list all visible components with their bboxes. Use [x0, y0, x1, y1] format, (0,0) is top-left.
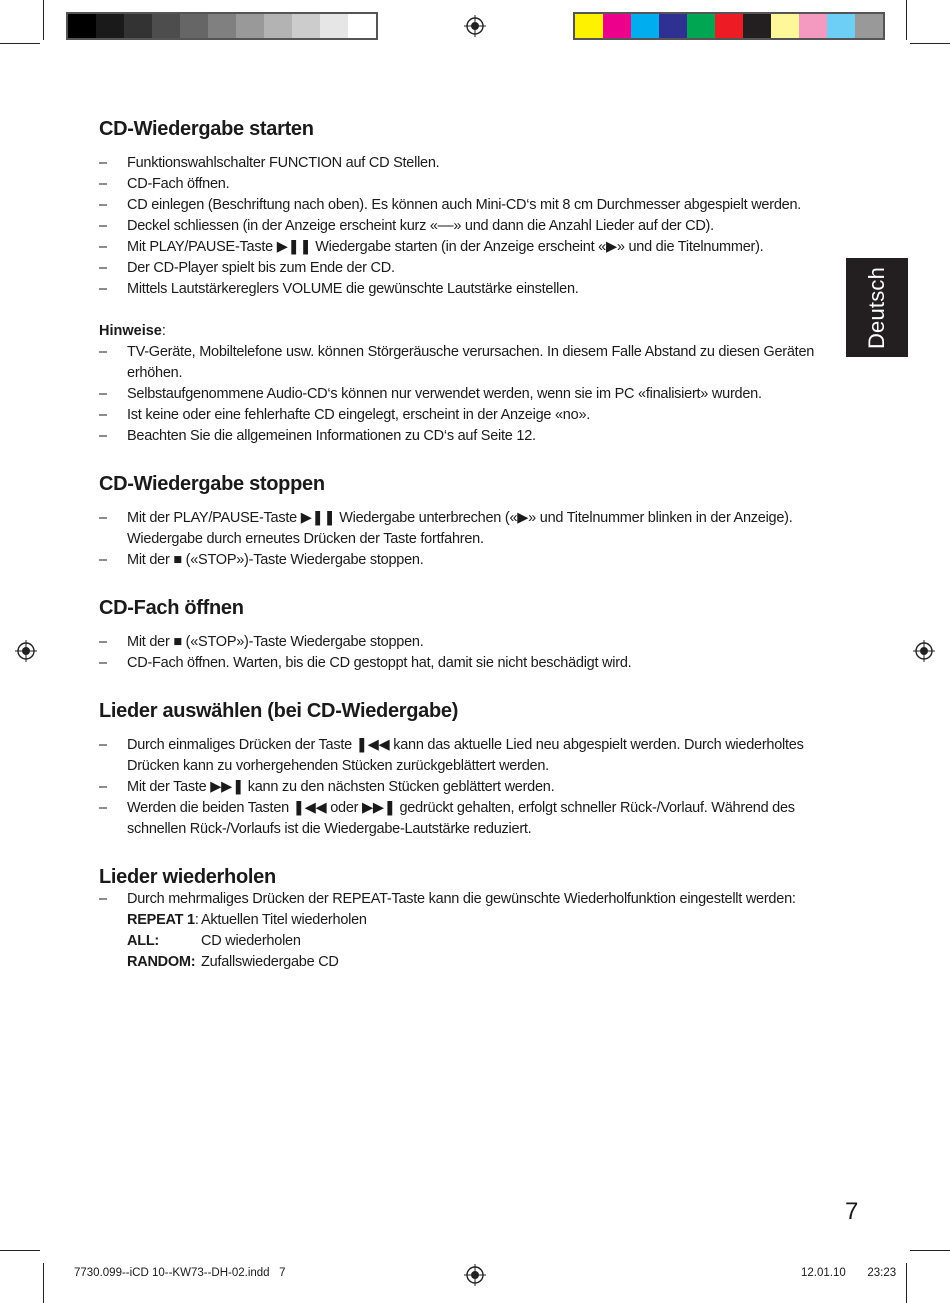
- color-swatch: [631, 14, 659, 38]
- section-heading: Lieder wiederholen: [99, 866, 276, 888]
- list-item: – Durch mehrmaliges Drücken der REPEAT-Taste kann die gewünschte Wiederholfunktion eingestellt werden:: [99, 889, 829, 910]
- repeat-mode-key: RANDOM:: [127, 954, 196, 970]
- color-swatch: [827, 14, 855, 38]
- crop-mark: [0, 43, 40, 44]
- color-swatch: [292, 14, 320, 38]
- instruction-list: [99, 153, 829, 300]
- list-item: – Der CD-Player spielt bis zum Ende der CD.: [99, 258, 829, 279]
- registration-mark-icon: [464, 15, 486, 37]
- repeat-mode-value: CD wiederholen: [201, 933, 301, 949]
- list-item: – Ist keine oder eine fehlerhafte CD eingelegt, erscheint in der Anzeige «no».: [99, 405, 829, 426]
- note-title: Hinweise:: [99, 323, 166, 339]
- language-tab-label: Deutsch: [864, 266, 890, 349]
- list-item: – Mittels Lautstärkereglers VOLUME die gewünschte Lautstärke einstellen.: [99, 279, 829, 300]
- list-item: – Funktionswahlschalter FUNCTION auf CD Stellen.: [99, 153, 829, 174]
- section-heading: CD-Wiedergabe stoppen: [99, 473, 325, 495]
- crop-mark: [910, 43, 950, 44]
- color-swatch: [68, 14, 96, 38]
- color-swatch: [771, 14, 799, 38]
- list-item: – Deckel schliessen (in der Anzeige erscheint kurz «––» und dann die Anzahl Lieder auf der CD).: [99, 216, 829, 237]
- instruction-list: [99, 632, 829, 674]
- color-swatch: [687, 14, 715, 38]
- crop-mark: [0, 1250, 40, 1251]
- gray-color-bar: [66, 12, 378, 40]
- page-number: 7: [845, 1198, 859, 1225]
- color-swatch: [855, 14, 883, 38]
- repeat-mode-row: [127, 931, 829, 952]
- instruction-list: [99, 508, 829, 571]
- repeat-mode-row: [127, 952, 829, 973]
- list-item: – Mit der PLAY/PAUSE-Taste ▶❚❚ Wiedergabe unterbrechen («▶» und Titelnummer blinken in der Anzeige). Wiedergabe durch erneutes Drücken der Taste fortfahren.: [99, 508, 829, 550]
- color-swatch: [96, 14, 124, 38]
- section-heading: CD-Fach öffnen: [99, 597, 244, 619]
- color-swatch: [152, 14, 180, 38]
- color-swatch: [659, 14, 687, 38]
- footer-file-info: 7730.099--iCD 10--KW73--DH-02.indd 7: [74, 1267, 286, 1279]
- list-item: – Werden die beiden Tasten ❚◀◀ oder ▶▶❚ gedrückt gehalten, erfolgt schneller Rück-/Vorlauf. Während des schnellen Rück-/Vorlaufs ist die Wiedergabe-Lautstärke reduziert.: [99, 798, 829, 840]
- color-swatch: [575, 14, 603, 38]
- registration-mark-icon: [464, 1264, 486, 1286]
- repeat-mode-key: REPEAT 1:: [127, 912, 199, 928]
- list-item: – Mit der ■ («STOP»)-Taste Wiedergabe stoppen.: [99, 632, 829, 653]
- cmyk-color-bar: [573, 12, 885, 40]
- crop-mark: [906, 1263, 907, 1303]
- list-item: – CD einlegen (Beschriftung nach oben). Es können auch Mini-CD‘s mit 8 cm Durchmesser abgespielt werden.: [99, 195, 829, 216]
- registration-mark-icon: [913, 640, 935, 662]
- repeat-mode-value: Aktuellen Titel wiederholen: [201, 912, 367, 928]
- list-item: – Selbstaufgenommene Audio-CD‘s können nur verwendet werden, wenn sie im PC «finalisiert» wurden.: [99, 384, 829, 405]
- registration-mark-icon: [15, 640, 37, 662]
- crop-mark: [43, 0, 44, 40]
- repeat-mode-value: Zufallswiedergabe CD: [201, 954, 339, 970]
- crop-mark: [906, 0, 907, 40]
- repeat-mode-table: [127, 910, 829, 973]
- footer-date-time: 12.01.10 23:23: [801, 1267, 897, 1279]
- instruction-list: [99, 735, 829, 840]
- color-swatch: [603, 14, 631, 38]
- color-swatch: [799, 14, 827, 38]
- color-swatch: [236, 14, 264, 38]
- list-item: – Durch einmaliges Drücken der Taste ❚◀◀ kann das aktuelle Lied neu abgespielt werden. Durch wiederholtes Drücken kann zu vorhergehenden Stücken zurückgeblättert werden.: [99, 735, 829, 777]
- list-item: – Mit der Taste ▶▶❚ kann zu den nächsten Stücken geblättert werden.: [99, 777, 829, 798]
- color-swatch: [264, 14, 292, 38]
- list-item: – CD-Fach öffnen. Warten, bis die CD gestoppt hat, damit sie nicht beschädigt wird.: [99, 653, 829, 674]
- list-item: – Mit PLAY/PAUSE-Taste ▶❚❚ Wiedergabe starten (in der Anzeige erscheint «▶» und die Titelnummer).: [99, 237, 829, 258]
- color-swatch: [348, 14, 376, 38]
- list-item: – TV-Geräte, Mobiltelefone usw. können Störgeräusche verursachen. In diesem Falle Abstand zu diesen Geräten erhöhen.: [99, 342, 829, 384]
- language-tab: [846, 258, 908, 357]
- section-heading: Lieder auswählen (bei CD-Wiedergabe): [99, 700, 459, 722]
- color-swatch: [180, 14, 208, 38]
- section-heading: CD-Wiedergabe starten: [99, 118, 314, 140]
- list-item: – Beachten Sie die allgemeinen Informationen zu CD‘s auf Seite 12.: [99, 426, 829, 447]
- color-swatch: [715, 14, 743, 38]
- color-swatch: [320, 14, 348, 38]
- crop-mark: [910, 1250, 950, 1251]
- list-item: – Mit der ■ («STOP»)-Taste Wiedergabe stoppen.: [99, 550, 829, 571]
- repeat-mode-key: ALL:: [127, 933, 160, 949]
- color-swatch: [743, 14, 771, 38]
- main-content: [99, 118, 829, 973]
- list-item: – CD-Fach öffnen.: [99, 174, 829, 195]
- instruction-list: [99, 889, 829, 910]
- crop-mark: [43, 1263, 44, 1303]
- note-list: [99, 342, 829, 447]
- color-swatch: [208, 14, 236, 38]
- color-swatch: [124, 14, 152, 38]
- repeat-mode-row: [127, 910, 829, 931]
